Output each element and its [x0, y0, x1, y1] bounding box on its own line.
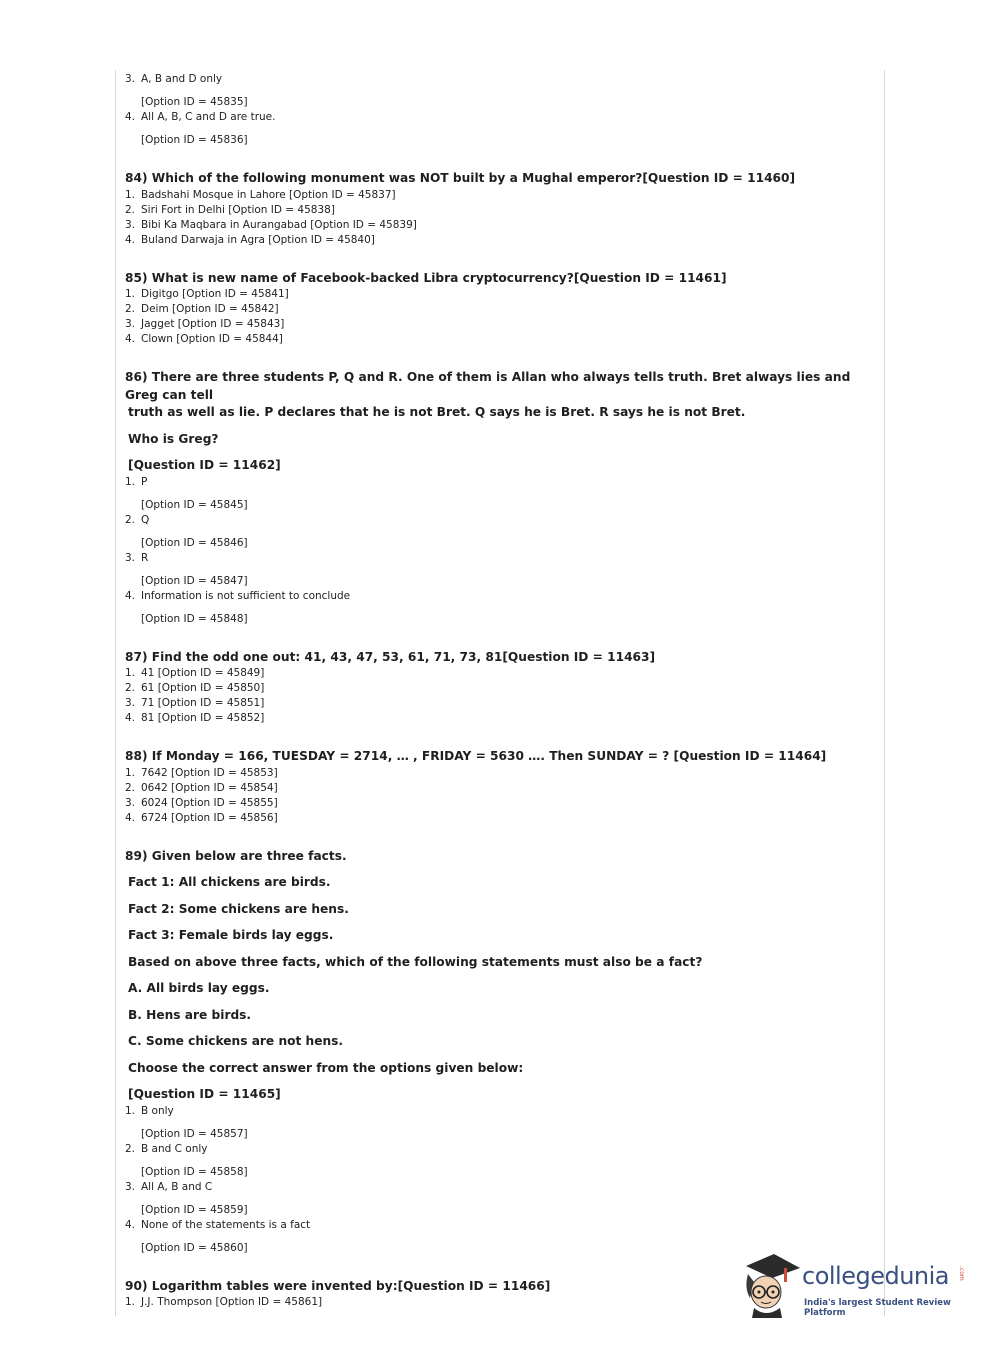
- question-title: 85) What is new name of Facebook-backed Libra cryptocurrency?[Question ID = 11461]: [125, 270, 727, 285]
- option-item: 3. Jagget [Option ID = 45843]: [125, 318, 285, 330]
- brand-tagline: India's largest Student Review Platform: [804, 1298, 951, 1318]
- option-id: [Option ID = 45857]: [141, 1127, 248, 1140]
- question-text: Based on above three facts, which of the following statements must also be a fact?: [128, 954, 703, 969]
- question-title: 89) Given below are three facts.: [125, 848, 347, 863]
- question-text: Choose the correct answer from the options given below:: [128, 1060, 524, 1075]
- option-item: 3. A, B and D only: [125, 73, 223, 85]
- question-id: [Question ID = 11465]: [128, 1087, 281, 1101]
- question-89: [125, 848, 870, 1256]
- option-item: 1. Badshahi Mosque in Lahore [Option ID = 45837]: [125, 188, 396, 201]
- option-item: 4. All A, B, C and D are true.: [125, 111, 276, 123]
- question-title: 90) Logarithm tables were invented by:[Question ID = 11466]: [125, 1278, 551, 1293]
- question-text: B. Hens are birds.: [128, 1007, 252, 1022]
- option-item: 1. J.J. Thompson [Option ID = 45861]: [125, 1296, 323, 1308]
- option-item: 2. Deim [Option ID = 45842]: [125, 303, 279, 315]
- option-item: 2. B and C only: [125, 1142, 208, 1155]
- option-item: 4. 81 [Option ID = 45852]: [125, 712, 265, 724]
- question-text: truth as well as lie. P declares that he is not Bret. Q says he is Bret. R says he is not Bret.: [128, 405, 746, 419]
- option-id: [Option ID = 45846]: [141, 536, 248, 549]
- question-text: C. Some chickens are not hens.: [128, 1034, 344, 1048]
- option-id: [Option ID = 45860]: [141, 1241, 248, 1254]
- question-88: [125, 748, 870, 826]
- option-id: [Option ID = 45836]: [141, 134, 248, 146]
- option-item: 3. R: [125, 551, 149, 564]
- option-item: 1. 7642 [Option ID = 45853]: [125, 766, 278, 779]
- left-margin-rule: [115, 70, 116, 1316]
- question-86: [125, 369, 870, 627]
- option-item: 1. Digitgo [Option ID = 45841]: [125, 288, 289, 300]
- option-item: 2. 0642 [Option ID = 45854]: [125, 781, 278, 794]
- question-title: 88) If Monday = 166, TUESDAY = 2714, … , FRIDAY = 5630 …. Then SUNDAY = ? [Question ID = 11464]: [125, 749, 827, 763]
- option-item: 4. Clown [Option ID = 45844]: [125, 333, 283, 345]
- option-item: 2. Q: [125, 513, 150, 526]
- option-item: 4. Buland Darwaja in Agra [Option ID = 45840]: [125, 233, 375, 246]
- option-id: [Option ID = 45847]: [141, 574, 248, 587]
- mascot-icon: [740, 1248, 802, 1318]
- question-text: A. All birds lay eggs.: [128, 981, 270, 995]
- option-item: 3. 6024 [Option ID = 45855]: [125, 796, 278, 809]
- option-id: [Option ID = 45858]: [141, 1165, 248, 1178]
- question-title: 86) There are three students P, Q and R. One of them is Allan who always tells truth. Bret always lies and Greg can tell: [125, 370, 851, 402]
- question-85: [125, 270, 870, 348]
- option-item: 3. Bibi Ka Maqbara in Aurangabad [Option ID = 45839]: [125, 218, 417, 231]
- option-item: 1. B only: [125, 1104, 174, 1117]
- question-text: Fact 1: All chickens are birds.: [128, 875, 331, 889]
- question-title: 87) Find the odd one out: 41, 43, 47, 53, 61, 71, 73, 81[Question ID = 11463]: [125, 649, 656, 664]
- question-text: Fact 2: Some chickens are hens.: [128, 901, 349, 916]
- question-id: [Question ID = 11462]: [128, 458, 281, 472]
- question-title: 84) Which of the following monument was NOT built by a Mughal emperor?[Question ID = 11460]: [125, 171, 796, 185]
- prev-question-options: [125, 72, 870, 148]
- brand-domain: .com: [958, 1266, 965, 1281]
- option-id: [Option ID = 45859]: [141, 1203, 248, 1216]
- question-text: Fact 3: Female birds lay eggs.: [128, 928, 334, 942]
- option-item: 3. All A, B and C: [125, 1180, 213, 1193]
- question-84: [125, 170, 870, 248]
- option-item: 3. 71 [Option ID = 45851]: [125, 697, 265, 709]
- question-paper: [125, 72, 870, 1310]
- question-87: [125, 649, 870, 727]
- option-item: 4. None of the statements is a fact: [125, 1218, 311, 1231]
- option-item: 1. 41 [Option ID = 45849]: [125, 667, 265, 679]
- option-item: 4. 6724 [Option ID = 45856]: [125, 811, 278, 824]
- option-item: 1. P: [125, 475, 148, 488]
- option-id: [Option ID = 45835]: [141, 96, 248, 108]
- brand-name: collegedunia: [802, 1262, 950, 1290]
- option-item: 2. Siri Fort in Delhi [Option ID = 45838]: [125, 203, 335, 216]
- option-item: 4. Information is not sufficient to conclude: [125, 589, 351, 602]
- option-id: [Option ID = 45845]: [141, 498, 248, 511]
- collegedunia-logo: [740, 1248, 975, 1318]
- option-item: 2. 61 [Option ID = 45850]: [125, 682, 265, 694]
- right-margin-rule: [884, 70, 885, 1316]
- option-id: [Option ID = 45848]: [141, 612, 248, 625]
- question-text: Who is Greg?: [128, 431, 219, 446]
